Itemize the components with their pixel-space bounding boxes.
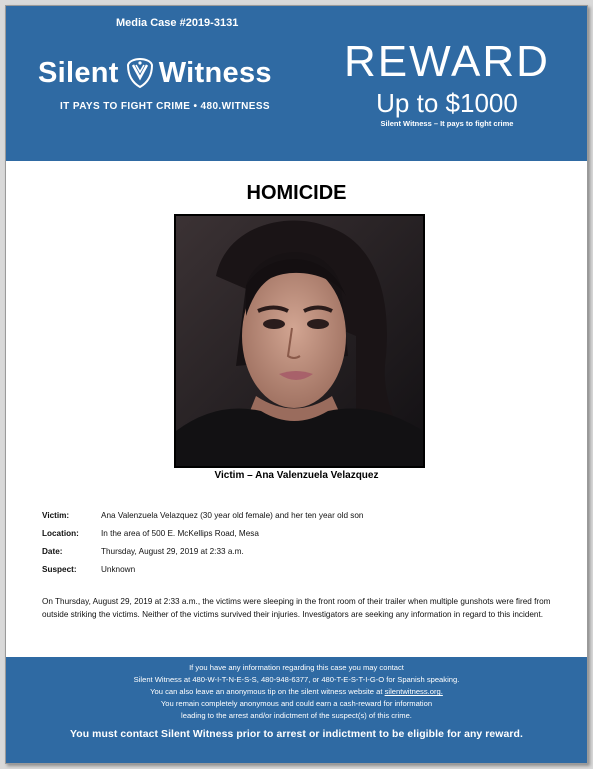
- logo-word-witness: Witness: [158, 56, 272, 89]
- victim-photo: [174, 214, 425, 468]
- footer-line-4: You remain completely anonymous and could earn a cash-reward for information: [160, 699, 433, 709]
- logo-tagline: IT PAYS TO FIGHT CRIME • 480.WITNESS: [60, 101, 270, 112]
- detail-value: In the area of 500 E. McKellips Road, Mesa: [101, 529, 259, 538]
- silent-witness-logo: [38, 53, 272, 93]
- footer-line-1: If you have any information regarding this case you may contact: [189, 663, 404, 672]
- reward-amount: Up to $1000: [376, 88, 518, 118]
- footer-eligibility-notice: You must contact Silent Witness prior to arrest or indictment to be eligible for any reward.: [70, 729, 523, 741]
- header-banner: [6, 6, 587, 161]
- reward-heading: REWARD: [344, 37, 550, 86]
- footer-line-3-text: You can also leave an anonymous tip on the silent witness website at: [150, 687, 385, 697]
- crime-title: HOMICIDE: [246, 182, 347, 204]
- media-case-number: Media Case #2019-3131: [116, 17, 239, 29]
- detail-value: Thursday, August 29, 2019 at 2:33 a.m.: [101, 547, 244, 556]
- detail-value: Unknown: [101, 565, 136, 574]
- footer-line-2: Silent Witness at 480-W-I-T-N-E-S-S, 480-948-6377, or 480-T-E-S-T-I-G-O for Spanish speaking.: [133, 675, 460, 685]
- shield-emblem-icon: [125, 56, 155, 90]
- footer-line-3: [6, 686, 587, 698]
- contact-footer: [6, 657, 587, 763]
- incident-narrative: On Thursday, August 29, 2019 at 2:33 a.m., the victims were sleeping in the front room of their trailer when multiple gunshots were fired from outside striking the victims. Neither of the victims survived their injuries. Investigators are seeking any information in regard to this incident.: [42, 597, 551, 619]
- victim-portrait-image: [176, 216, 423, 466]
- silent-witness-website-link[interactable]: silentwitness.org.: [384, 687, 443, 697]
- flyer-page: [5, 5, 588, 764]
- detail-label: Victim:: [42, 511, 70, 520]
- detail-label: Suspect:: [42, 565, 77, 574]
- detail-value: Ana Valenzuela Velazquez (30 year old female) and her ten year old son: [101, 511, 364, 520]
- detail-label: Date:: [42, 547, 63, 556]
- photo-caption: Victim – Ana Valenzuela Velazquez: [214, 470, 379, 481]
- footer-line-5: leading to the arrest and/or indictment of the suspect(s) of this crime.: [181, 711, 412, 721]
- logo-word-silent: Silent: [38, 56, 119, 89]
- reward-subtitle: Silent Witness – It pays to fight crime: [380, 119, 514, 128]
- detail-label: Location:: [42, 529, 79, 538]
